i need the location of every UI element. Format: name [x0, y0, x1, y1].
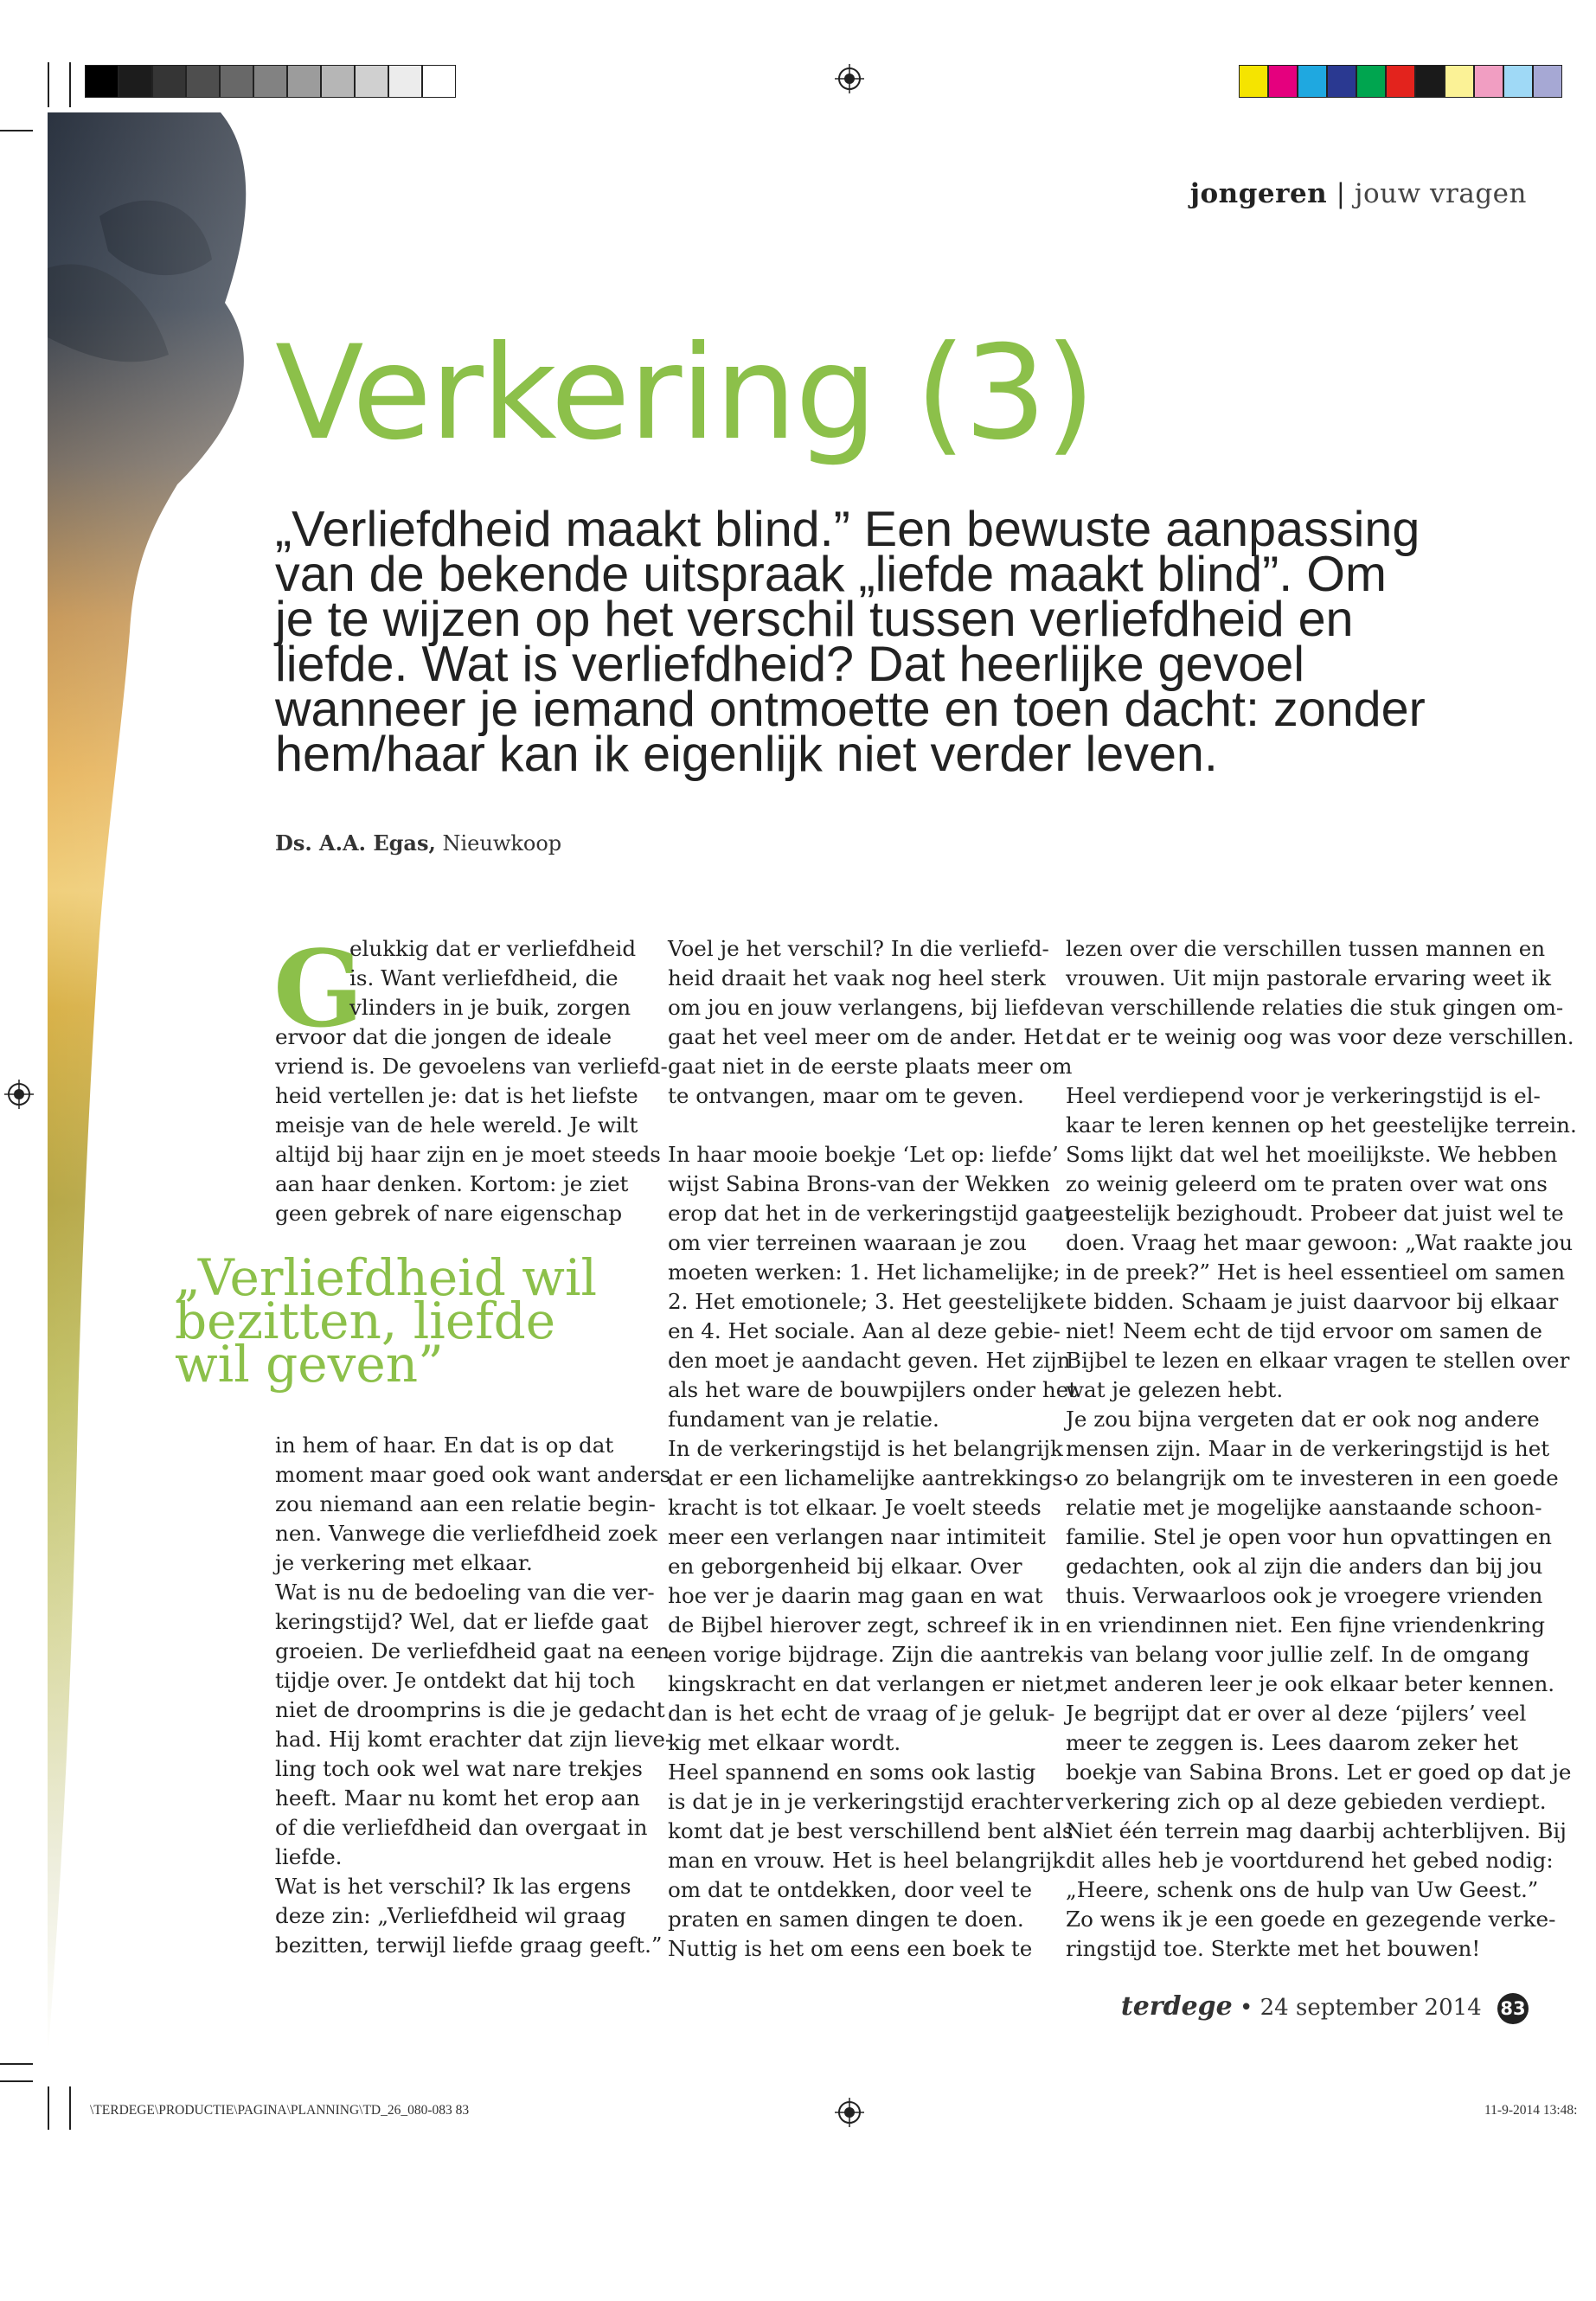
- color-swatch: [287, 65, 321, 98]
- text-line: te ontvangen, maar om te geven.: [668, 1083, 1024, 1108]
- article-lead: [275, 502, 1426, 782]
- color-swatch: [1386, 65, 1415, 98]
- text-line: niet! Neem echt de tijd ervoor om samen de: [1066, 1318, 1542, 1343]
- text-line: In de verkeringstijd is het belangrijk: [668, 1436, 1063, 1461]
- color-swatch: [1268, 65, 1298, 98]
- text-line: geen gebrek of nare eigenschap: [275, 1201, 623, 1226]
- text-line: deze zin: „Verliefdheid wil graag: [275, 1903, 626, 1928]
- text-line: is. Want verliefdheid, die: [349, 965, 619, 990]
- text-line: boekje van Sabina Brons. Let er goed op dat je: [1066, 1759, 1572, 1785]
- color-swatch: [321, 65, 355, 98]
- text-line: niet de droomprins is die je gedacht: [275, 1697, 665, 1722]
- drop-cap: G: [273, 926, 364, 1051]
- text-line: heid vertellen je: dat is het liefste: [275, 1083, 638, 1108]
- magazine-brand: terdege: [1120, 1991, 1233, 2022]
- text-line: mensen zijn. Maar in de verkeringstijd is het: [1066, 1436, 1550, 1461]
- color-swatch: [1415, 65, 1445, 98]
- pull-quote-line: bezitten, liefde: [175, 1292, 556, 1350]
- file-path-slug: \TERDEGE\PRODUCTIE\PAGINA\PLANNING\TD_26_080-083 83: [90, 2103, 470, 2118]
- text-line: kig met elkaar wordt.: [668, 1730, 901, 1755]
- column-2: [668, 934, 1077, 1964]
- color-swatch: [1533, 65, 1562, 98]
- text-line: dat er te weinig oog was voor deze verschillen.: [1066, 1024, 1574, 1049]
- text-line: dan is het echt de vraag of je geluk-: [668, 1701, 1055, 1726]
- text-line: gaat het veel meer om de ander. Het: [668, 1024, 1063, 1049]
- text-line: heeft. Maar nu komt het erop aan: [275, 1785, 640, 1811]
- lead-line: je te wijzen op het verschil tussen verliefdheid en: [275, 592, 1354, 647]
- text-line: Bijbel te lezen en elkaar vragen te stellen over: [1066, 1348, 1570, 1373]
- text-line: en vriendinnen niet. Een fijne vriendenkring: [1066, 1612, 1545, 1638]
- crop-mark: [0, 2063, 33, 2065]
- color-swatch: [186, 65, 220, 98]
- color-swatch: [152, 65, 186, 98]
- text-line: liefde.: [275, 1844, 343, 1869]
- issue-date: 24 september 2014: [1259, 1995, 1482, 2021]
- text-line: fundament van je relatie.: [668, 1407, 939, 1432]
- column-1-bottom: [275, 1431, 672, 1960]
- text-line: den moet je aandacht geven. Het zijn: [668, 1348, 1071, 1373]
- text-line: als het ware de bouwpijlers onder het: [668, 1377, 1078, 1402]
- color-swatch: [220, 65, 253, 98]
- text-line: van verschillende relaties die stuk gingen om-: [1066, 995, 1564, 1020]
- pull-quote-line: „Verliefdheid wil: [175, 1248, 598, 1307]
- text-line: je verkering met elkaar.: [275, 1550, 533, 1575]
- color-swatch: [422, 65, 456, 98]
- text-line: gaat niet in de eerste plaats meer om: [668, 1054, 1073, 1079]
- column-1-top: [273, 926, 668, 1228]
- text-line: om jou en jouw verlangens, bij liefde: [668, 995, 1066, 1020]
- section-separator: |: [1336, 178, 1346, 209]
- section-label: [1190, 178, 1527, 209]
- text-line: man en vrouw. Het is heel belangrijk: [668, 1848, 1066, 1873]
- crop-mark: [48, 2086, 49, 2130]
- text-line: altijd bij haar zijn en je moet steeds: [275, 1142, 661, 1167]
- text-line: nen. Vanwege die verliefdheid zoek: [275, 1521, 657, 1546]
- text-line: erop dat het in de verkeringstijd gaat: [668, 1201, 1073, 1226]
- section-subtitle: jouw vragen: [1354, 178, 1527, 209]
- text-line: Soms lijkt dat wel het moeilijkste. We hebben: [1066, 1142, 1558, 1167]
- text-line: moeten werken: 1. Het lichamelijke;: [668, 1259, 1061, 1285]
- text-line: heid draait het vaak nog heel sterk: [668, 965, 1046, 990]
- registration-mark-icon: [4, 1080, 34, 1109]
- text-line: Wat is het verschil? Ik las ergens: [275, 1874, 631, 1899]
- crop-mark: [69, 62, 71, 107]
- text-line: groeien. De verliefdheid gaat na een: [275, 1638, 670, 1663]
- crop-mark: [69, 2086, 71, 2130]
- text-line: vriend is. De gevoelens van verliefd-: [275, 1054, 668, 1079]
- text-line: meisje van de hele wereld. Je wilt: [275, 1112, 638, 1138]
- text-line: dit alles heb je voortdurend het gebed nodig:: [1066, 1848, 1554, 1873]
- paragraph-gap: [668, 1111, 1077, 1140]
- color-swatch: [85, 65, 119, 98]
- lead-line: liefde. Wat is verliefdheid? Dat heerlijke gevoel: [275, 637, 1305, 692]
- text-line: in de preek?” Het is heel essentieel om samen: [1066, 1259, 1566, 1285]
- text-line: praten en samen dingen te doen.: [668, 1907, 1024, 1932]
- text-line: hoe ver je daarin mag gaan en wat: [668, 1583, 1043, 1608]
- text-line: Voel je het verschil? In die verliefd-: [668, 936, 1049, 961]
- text-line: aan haar denken. Kortom: je ziet: [275, 1171, 629, 1196]
- text-line: geestelijk bezighoudt. Probeer dat juist wel te: [1066, 1201, 1564, 1226]
- text-line: In haar mooie boekje ‘Let op: liefde’: [668, 1142, 1059, 1167]
- text-line: verkering zich op al deze gebieden verdiept.: [1066, 1789, 1547, 1814]
- text-line: tijdje over. Je ontdekt dat hij toch: [275, 1668, 636, 1693]
- text-line: had. Hij komt erachter dat zijn lieve-: [275, 1727, 673, 1752]
- color-swatch: [253, 65, 287, 98]
- author-name: Ds. A.A. Egas,: [275, 830, 436, 856]
- text-line: zou niemand aan een relatie begin-: [275, 1491, 656, 1516]
- text-line: Je begrijpt dat er over al deze ‘pijlers’ veel: [1066, 1701, 1527, 1726]
- text-line: „Heere, schenk ons de hulp van Uw Geest.”: [1066, 1877, 1539, 1902]
- page-number: 83: [1497, 1993, 1529, 2024]
- pull-quote: [175, 1248, 598, 1394]
- color-swatch: [1356, 65, 1386, 98]
- crop-mark: [0, 2080, 33, 2082]
- byline: [275, 830, 561, 856]
- text-line: relatie met je mogelijke aanstaande schoon-: [1066, 1495, 1542, 1520]
- pull-quote-line: wil geven”: [175, 1335, 444, 1394]
- text-line: ringstijd toe. Sterkte met het bouwen!: [1066, 1936, 1481, 1961]
- color-swatch: [388, 65, 422, 98]
- print-timestamp: 11-9-2014 13:48:: [1484, 2103, 1578, 2118]
- lead-line: hem/haar kan ik eigenlijk niet verder leven.: [275, 727, 1218, 782]
- color-swatch: [1298, 65, 1327, 98]
- color-swatch: [1239, 65, 1268, 98]
- color-swatch: [1474, 65, 1503, 98]
- color-swatch: [1503, 65, 1533, 98]
- text-line: Heel verdiepend voor je verkeringstijd is el-: [1066, 1083, 1541, 1108]
- text-line: ling toch ook wel wat nare trekjes: [275, 1756, 643, 1781]
- text-line: ervoor dat die jongen de ideale: [275, 1024, 612, 1049]
- text-line: kracht is tot elkaar. Je voelt steeds: [668, 1495, 1042, 1520]
- text-line: bezitten, terwijl liefde graag geeft.”: [275, 1932, 663, 1958]
- text-line: in hem of haar. En dat is op dat: [275, 1433, 614, 1458]
- text-line: de Bijbel hierover zegt, schreef ik in: [668, 1612, 1061, 1638]
- text-line: Wat is nu de bedoeling van die ver-: [275, 1580, 655, 1605]
- text-line: Heel spannend en soms ook lastig: [668, 1759, 1036, 1785]
- text-line: Zo wens ik je een goede en gezegende verke-: [1066, 1907, 1556, 1932]
- text-line: om dat te ontdekken, door veel te: [668, 1877, 1033, 1902]
- text-line: familie. Stel je open voor hun opvattingen en: [1066, 1524, 1552, 1549]
- text-line: vrouwen. Uit mijn pastorale ervaring weet ik: [1066, 965, 1552, 990]
- text-line: lezen over die verschillen tussen mannen en: [1066, 936, 1546, 961]
- sky-field-image: [48, 112, 298, 2059]
- text-line: is dat je in je verkeringstijd erachter: [668, 1789, 1064, 1814]
- color-swatch: [1445, 65, 1474, 98]
- text-line: Niet één terrein mag daarbij achterblijven. Bij: [1066, 1818, 1567, 1843]
- crop-mark: [0, 130, 33, 131]
- lead-line: wanneer je iemand ontmoette en toen dacht: zonder: [275, 682, 1426, 737]
- crop-mark: [48, 62, 49, 107]
- text-line: meer te zeggen is. Lees daarom zeker het: [1066, 1730, 1519, 1755]
- text-line: te bidden. Schaam je juist daarvoor bij elkaar: [1066, 1289, 1559, 1314]
- color-swatch: [119, 65, 152, 98]
- text-line: vlinders in je buik, zorgen: [349, 995, 631, 1020]
- text-line: keringstijd? Wel, dat er liefde gaat: [275, 1609, 649, 1634]
- text-line: wijst Sabina Brons-van der Wekken: [668, 1171, 1050, 1196]
- registration-mark-icon: [835, 2098, 864, 2127]
- text-line: meer een verlangen naar intimiteit: [668, 1524, 1046, 1549]
- text-line: en geborgenheid bij elkaar. Over: [668, 1554, 1022, 1579]
- text-line: dat er een lichamelijke aantrekkings-: [668, 1465, 1071, 1490]
- text-line: Nuttig is het om eens een boek te: [668, 1936, 1033, 1961]
- text-line: met anderen leer je ook elkaar beter kennen.: [1066, 1671, 1555, 1696]
- text-line: kaar te leren kennen op het geestelijke terrein.: [1066, 1112, 1577, 1138]
- text-line: en 4. Het sociale. Aan al deze gebie-: [668, 1318, 1061, 1343]
- text-line: een vorige bijdrage. Zijn die aantrek-: [668, 1642, 1070, 1667]
- text-line: doen. Vraag het maar gewoon: „Wat raakte jou: [1066, 1230, 1574, 1255]
- article-title: Verkering (3): [275, 318, 1094, 469]
- text-line: komt dat je best verschillend bent als: [668, 1818, 1074, 1843]
- text-line: zo weinig geleerd om te praten over wat ons: [1066, 1171, 1548, 1196]
- section-name: jongeren: [1189, 178, 1328, 209]
- text-line: Je zou bijna vergeten dat er ook nog andere: [1066, 1407, 1540, 1432]
- text-line: moment maar goed ook want anders: [275, 1462, 671, 1487]
- footer-bullet: •: [1240, 1995, 1253, 2021]
- text-line: o zo belangrijk om te investeren in een goede: [1066, 1465, 1559, 1490]
- text-line: of die verliefdheid dan overgaat in: [275, 1815, 648, 1840]
- color-swatch: [1327, 65, 1356, 98]
- color-swatch: [355, 65, 388, 98]
- page-footer: [1121, 1991, 1529, 2024]
- text-line: elukkig dat er verliefdheid: [349, 936, 637, 961]
- text-line: kingskracht en dat verlangen er niet,: [668, 1671, 1070, 1696]
- text-line: om vier terreinen waaraan je zou: [668, 1230, 1027, 1255]
- paragraph-gap: [1066, 1052, 1577, 1081]
- text-line: 2. Het emotionele; 3. Het geestelijke: [668, 1289, 1065, 1314]
- registration-mark-icon: [835, 64, 864, 93]
- lead-line: „Verliefdheid maakt blind.” Een bewuste aanpassing: [275, 502, 1420, 557]
- author-location: Nieuwkoop: [442, 831, 562, 856]
- column-3: [1066, 934, 1577, 1964]
- text-line: thuis. Verwaarloos ook je vroegere vrienden: [1066, 1583, 1543, 1608]
- text-line: is van belang voor jullie zelf. In de omgang: [1066, 1642, 1530, 1667]
- lead-line: van de bekende uitspraak „liefde maakt blind”. Om: [275, 547, 1387, 602]
- text-line: wat je gelezen hebt.: [1066, 1377, 1284, 1402]
- text-line: gedachten, ook al zijn die anders dan bij jou: [1066, 1554, 1543, 1579]
